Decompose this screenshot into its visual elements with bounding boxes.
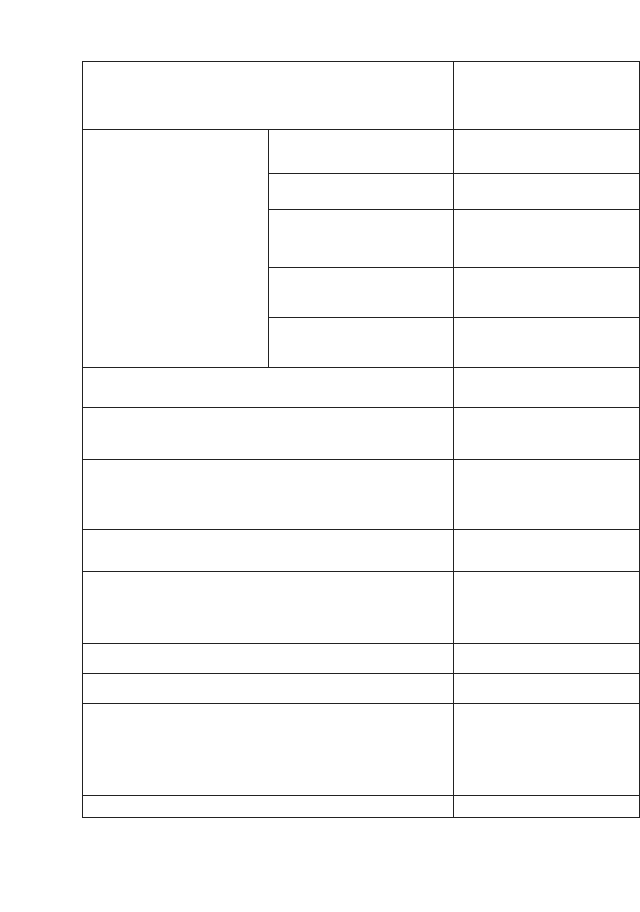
header-period xyxy=(83,368,454,408)
header-cost xyxy=(83,408,454,460)
header-name xyxy=(83,704,454,796)
header-other xyxy=(268,130,454,174)
col-number xyxy=(454,572,640,644)
col-number xyxy=(454,674,640,704)
col-number xyxy=(454,62,640,130)
header-funding-group xyxy=(83,130,269,368)
col-number xyxy=(454,130,640,174)
column-numbers-row xyxy=(454,62,640,818)
col-number xyxy=(454,796,640,818)
col-number xyxy=(454,368,640,408)
header-regional xyxy=(268,210,454,268)
col-number xyxy=(454,704,640,796)
col-number xyxy=(454,644,640,674)
header-row xyxy=(83,62,269,818)
header-psd xyxy=(83,460,454,530)
col-number xyxy=(454,210,640,268)
header-result xyxy=(83,62,454,130)
header-capacity xyxy=(83,530,454,572)
header-federal xyxy=(268,268,454,318)
col-number xyxy=(454,268,640,318)
header-total xyxy=(268,318,454,368)
col-number xyxy=(454,174,640,210)
col-number xyxy=(454,460,640,530)
header-form xyxy=(83,644,454,674)
col-number xyxy=(454,530,640,572)
header-local xyxy=(268,174,454,210)
investment-table xyxy=(82,61,640,818)
col-number xyxy=(454,408,640,460)
header-grbs xyxy=(83,674,454,704)
rotated-table-wrapper xyxy=(82,62,640,818)
col-number xyxy=(454,318,640,368)
header-num xyxy=(83,796,454,818)
header-terms xyxy=(83,572,454,644)
